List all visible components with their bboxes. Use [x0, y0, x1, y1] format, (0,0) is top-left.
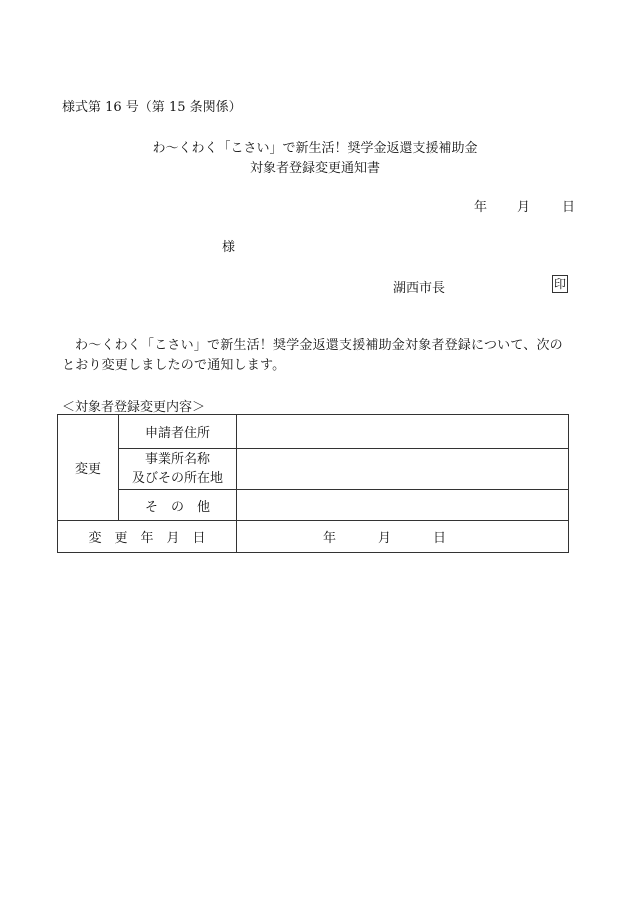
- label-change-date: 変 更 年 月 日: [58, 521, 237, 553]
- table-row: [58, 449, 569, 490]
- value-office-name-location[interactable]: [237, 449, 569, 490]
- table-row: [58, 521, 569, 553]
- change-date-year: 年: [323, 531, 337, 546]
- form-number: 様式第 16 号（第 15 条関係）: [62, 100, 242, 115]
- recipient-honorific: 様: [222, 240, 236, 255]
- issue-date-month: 月: [517, 200, 531, 215]
- value-change-date[interactable]: [237, 521, 569, 553]
- label-office-name: 事業所名称: [144, 452, 210, 467]
- issue-date-year: 年: [474, 200, 488, 215]
- seal-mark: 印: [553, 277, 566, 291]
- issuer-name: 湖西市長: [393, 281, 446, 296]
- issue-date: [474, 196, 575, 215]
- change-date-month: 月: [378, 531, 392, 546]
- label-office-name-location: [119, 449, 237, 490]
- issue-date-day: 日: [562, 200, 576, 215]
- document-title-line2: 対象者登録変更通知書: [249, 161, 380, 176]
- value-applicant-address[interactable]: [237, 415, 569, 449]
- table-row: [58, 490, 569, 521]
- table-row: [58, 415, 569, 449]
- value-other[interactable]: [237, 490, 569, 521]
- document-title-line1: わ～くわく「こさい」で新生活！奨学金返還支援補助金: [152, 141, 478, 156]
- label-office-location: 及びその所在地: [131, 471, 223, 486]
- group-label-change: 変更: [58, 415, 119, 521]
- change-details-table: [57, 414, 569, 553]
- label-applicant-address: 申請者住所: [119, 415, 237, 449]
- notice-body-text: わ～くわく「こさい」で新生活！奨学金返還支援補助金対象者登録について、次のとおり変更しましたので通知します。: [62, 338, 563, 373]
- change-date-day: 日: [433, 531, 447, 546]
- label-other: そ の 他: [119, 490, 237, 521]
- table-caption: ＜対象者登録変更内容＞: [62, 400, 206, 415]
